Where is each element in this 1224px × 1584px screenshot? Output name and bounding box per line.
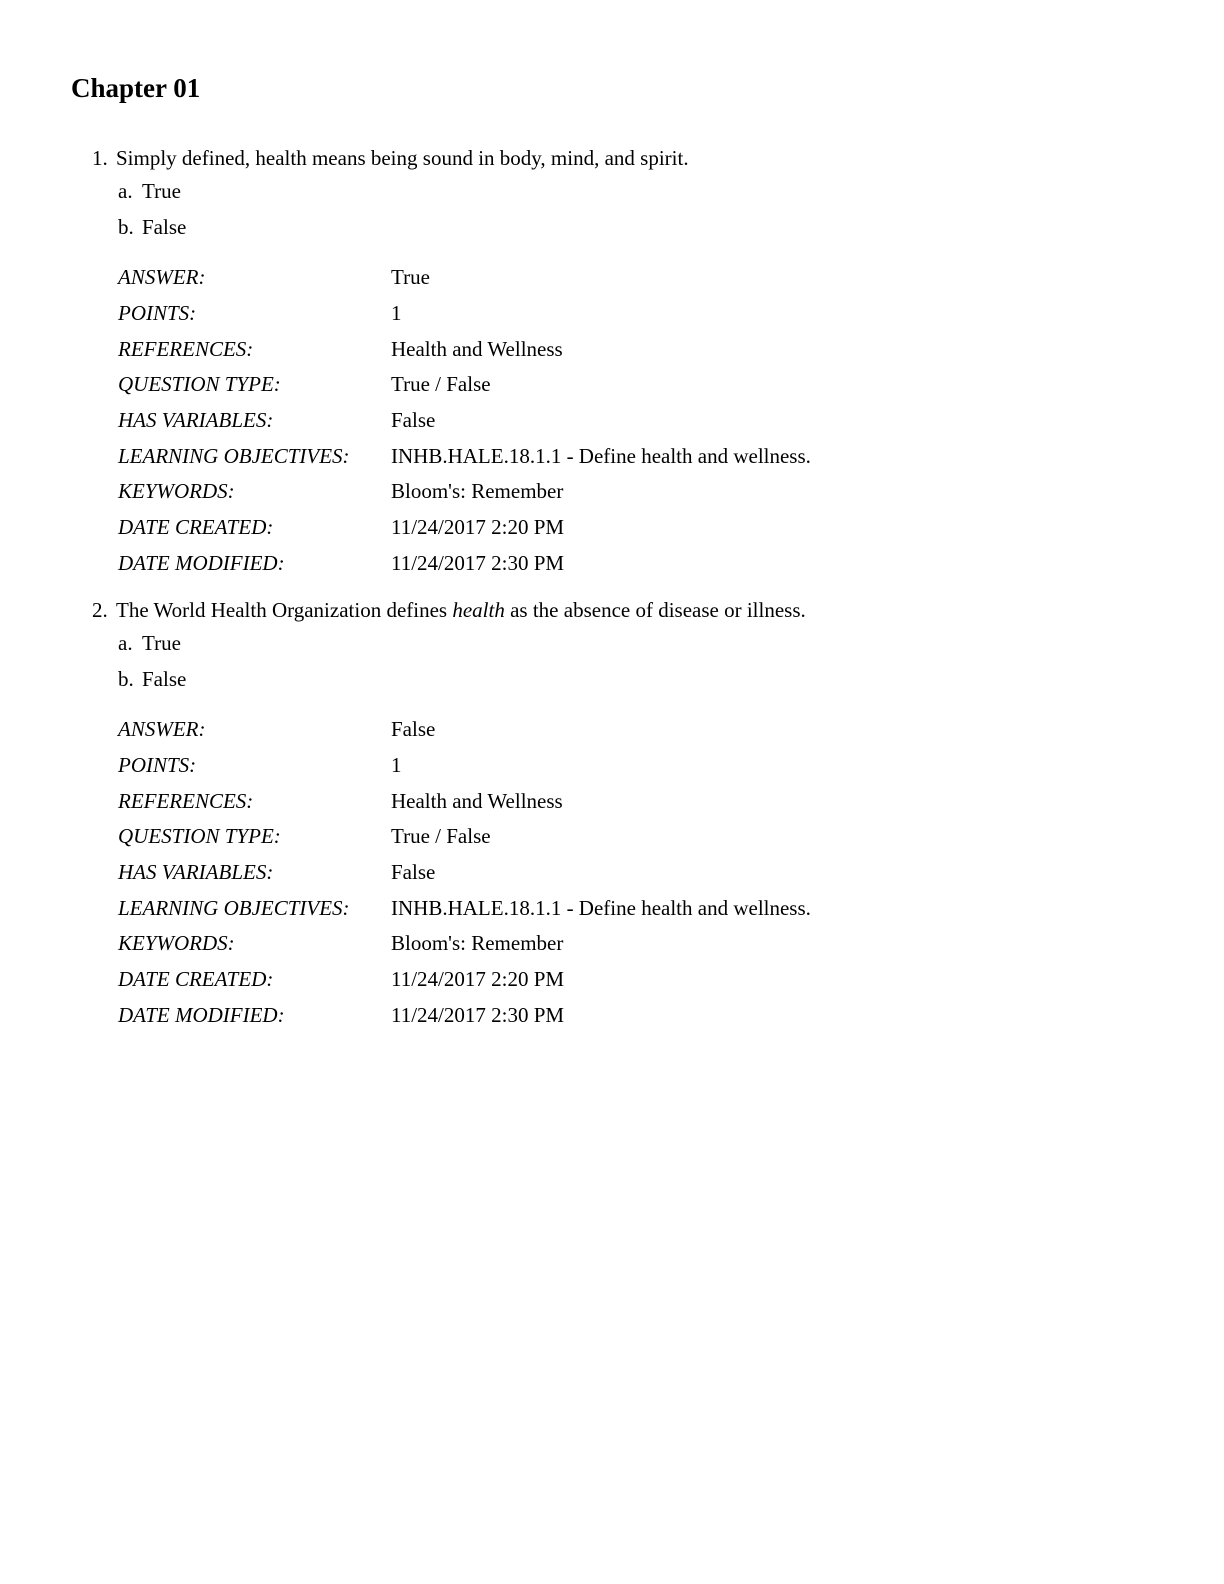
meta-value: 1 [391,301,402,325]
question-number: 1. [92,146,108,170]
meta-value: INHB.HALE.18.1.1 - Define health and wellness. [391,896,811,920]
option-letter: b. [118,215,134,239]
question-text: Simply defined, health means being sound in body, mind, and spirit. [116,146,689,170]
meta-value: 11/24/2017 2:30 PM [391,551,565,575]
meta-value: Bloom's: Remember [391,931,564,955]
option-a [118,178,181,204]
option-text: False [142,215,187,239]
question-text-emphasis: health [452,598,505,622]
meta-value: 11/24/2017 2:30 PM [391,1003,565,1027]
question-text: The World Health Organization defines [116,598,453,622]
option-letter: b. [118,667,134,691]
meta-value: False [391,860,436,884]
question-text-tail: as the absence of disease or illness. [504,598,806,622]
meta-label: KEYWORDS: [118,479,235,503]
option-b [118,214,186,240]
meta-label: LEARNING OBJECTIVES: [118,444,350,468]
meta-value: True / False [391,824,491,848]
meta-label: DATE MODIFIED: [118,1003,285,1027]
meta-label: HAS VARIABLES: [118,408,274,432]
question-stem [92,145,689,171]
meta-value: 11/24/2017 2:20 PM [391,967,565,991]
meta-label: REFERENCES: [118,337,254,361]
meta-value: False [391,408,436,432]
meta-label: HAS VARIABLES: [118,860,274,884]
option-b [118,666,186,692]
meta-value: Bloom's: Remember [391,479,564,503]
meta-value: 1 [391,753,402,777]
meta-label: LEARNING OBJECTIVES: [118,896,350,920]
meta-label: DATE CREATED: [118,967,274,991]
meta-label: POINTS: [118,301,197,325]
meta-label: KEYWORDS: [118,931,235,955]
meta-value: Health and Wellness [391,789,563,813]
question-stem [92,597,806,623]
option-letter: a. [118,631,133,655]
meta-label: QUESTION TYPE: [118,372,281,396]
option-text: False [142,667,187,691]
meta-label: REFERENCES: [118,789,254,813]
meta-label: DATE MODIFIED: [118,551,285,575]
meta-value: False [391,717,436,741]
question-number: 2. [92,598,108,622]
option-a [118,630,181,656]
meta-label: POINTS: [118,753,197,777]
meta-label: ANSWER: [118,265,206,289]
meta-value: True / False [391,372,491,396]
option-letter: a. [118,179,133,203]
meta-value: 11/24/2017 2:20 PM [391,515,565,539]
meta-label: QUESTION TYPE: [118,824,281,848]
meta-value: INHB.HALE.18.1.1 - Define health and wellness. [391,444,811,468]
chapter-title: Chapter 01 [71,73,201,103]
option-text: True [142,179,181,203]
meta-label: ANSWER: [118,717,206,741]
meta-label: DATE CREATED: [118,515,274,539]
meta-value: True [391,265,430,289]
option-text: True [142,631,181,655]
meta-value: Health and Wellness [391,337,563,361]
